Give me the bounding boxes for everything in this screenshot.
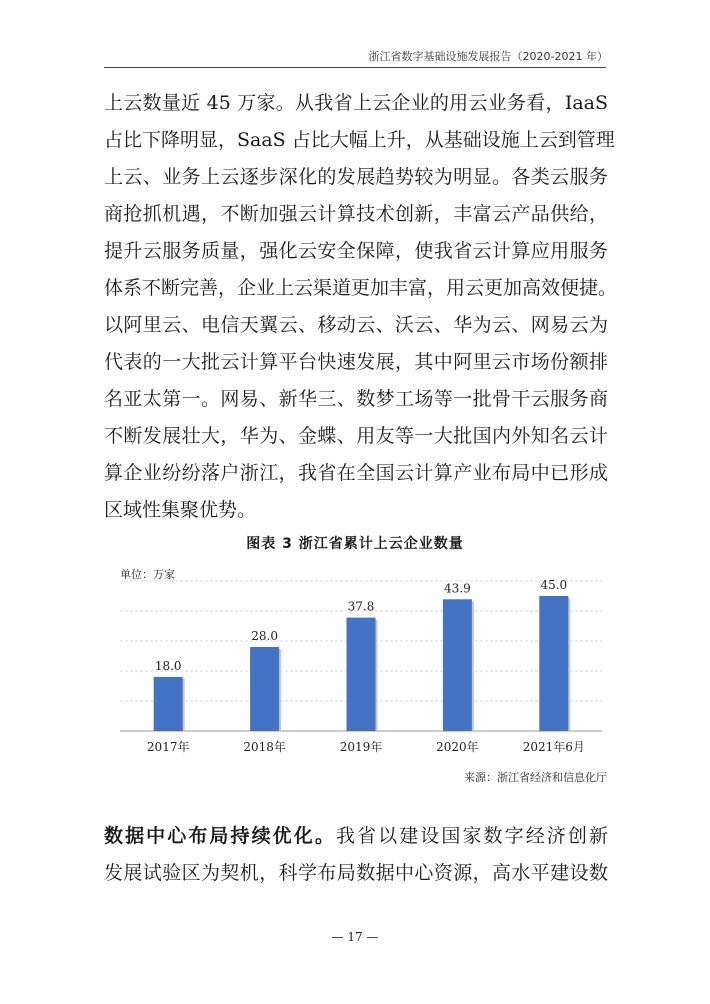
paragraph-lead-heading: 数据中心布局持续优化。 (104, 825, 336, 847)
paragraph-line: 上云、业务上云逐步深化的发展趋势较为明显。各类云服务 (104, 166, 608, 188)
paragraph-line: 不断发展壮大，华为、金蝶、用友等一大批国内外知名云计 (104, 425, 608, 447)
chart-bar (250, 647, 279, 731)
paragraph-line: 名亚太第一。网易、新华三、数梦工场等一批骨干云服务商 (104, 388, 608, 410)
chart-x-tick-label: 2021年6月 (522, 740, 585, 754)
chart-data-label: 18.0 (154, 659, 182, 673)
chart-unit-label: 单位：万家 (120, 568, 175, 581)
chart-bar (154, 677, 183, 731)
paragraph-line (104, 818, 608, 855)
paragraph-line-text: 我省以建设国家数字经济创新 (335, 825, 608, 847)
chart-data-label: 28.0 (251, 629, 278, 643)
figure-source: 来源：浙江省经济和信息化厅 (464, 771, 607, 784)
chart-bar (443, 599, 472, 731)
chart-bar (347, 618, 376, 731)
paragraph-line: 代表的一大批云计算平台快速发展，其中阿里云市场份额排 (104, 351, 608, 373)
chart-data-label: 43.9 (444, 581, 471, 596)
paragraph-line: 发展试验区为契机，科学布局数据中心资源，高水平建设数 (104, 862, 608, 884)
chart-data-label: 45.0 (540, 578, 568, 592)
paragraph-line: 体系不断完善，企业上云渠道更加丰富，用云更加高效便捷。 (104, 277, 618, 299)
figure-title: 图表 3 浙江省累计上云企业数量 (246, 536, 464, 552)
report-header-title: 浙江省数字基础设施发展报告（2020-2021 年） (368, 50, 608, 63)
paragraph-line: 占比下降明显，SaaS 占比大幅上升，从基础设施上云到管理 (104, 129, 615, 151)
chart-x-tick-label: 2018年 (243, 740, 286, 754)
page-number: — 17 — (331, 930, 379, 944)
paragraph-line: 区域性集聚优势。 (104, 499, 257, 521)
paragraph-line: 商抢抓机遇，不断加强云计算技术创新，丰富云产品供给， (104, 203, 608, 225)
paragraph-line: 以阿里云、电信天翼云、移动云、沃云、华为云、网易云为 (104, 314, 608, 336)
chart-bar (539, 596, 568, 731)
chart-x-tick-label: 2019年 (339, 740, 383, 754)
chart-data-label: 37.8 (347, 599, 375, 614)
paragraph-line: 提升云服务质量，强化云安全保障，使我省云计算应用服务 (104, 240, 608, 262)
paragraph-line: 算企业纷纷落户浙江，我省在全国云计算产业布局中已形成 (104, 462, 608, 484)
chart-x-tick-label: 2020年 (436, 740, 479, 754)
chart-x-tick-label: 2017年 (146, 740, 190, 754)
body-paragraph-2 (104, 818, 608, 892)
paragraph-line: 上云数量近 45 万家。从我省上云企业的用云业务看，IaaS (104, 92, 608, 114)
